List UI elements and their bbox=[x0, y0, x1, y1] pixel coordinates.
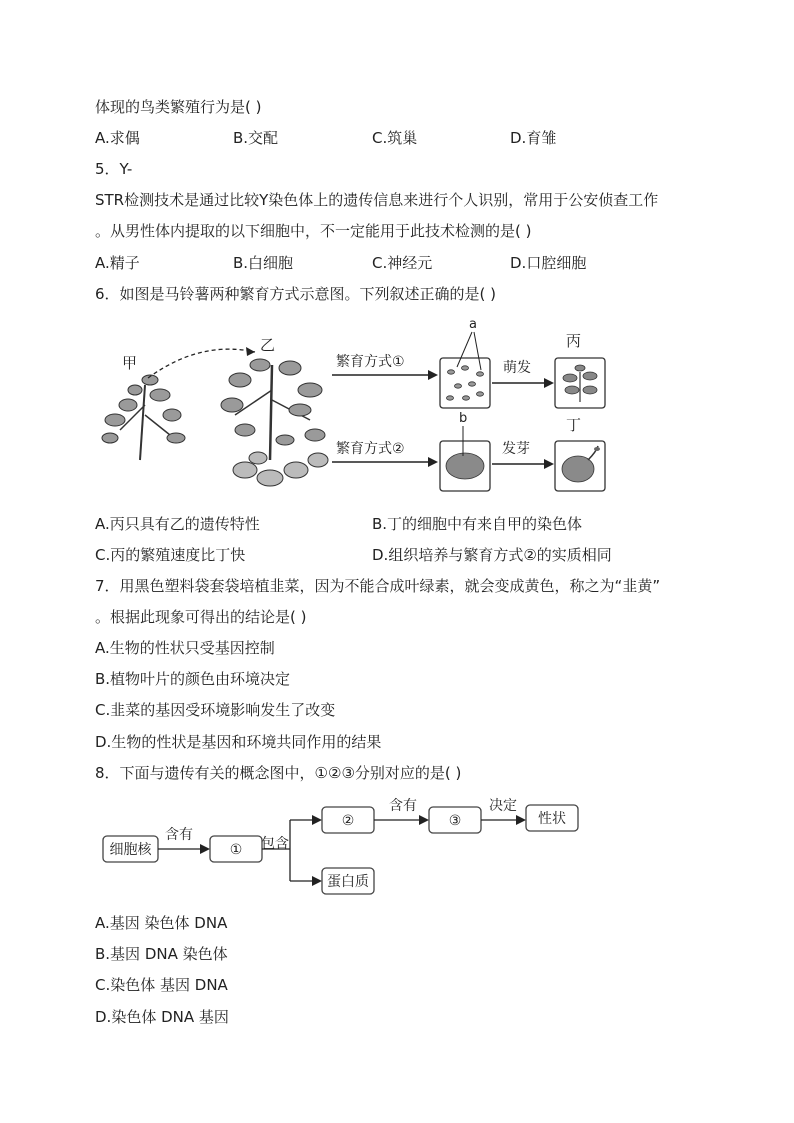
q8-option-c[interactable]: C.染色体 基因 DNA bbox=[95, 976, 228, 994]
q7-option-d[interactable]: D.生物的性状是基因和环境共同作用的结果 bbox=[95, 733, 382, 751]
q7-option-a[interactable]: A.生物的性状只受基因控制 bbox=[95, 639, 275, 657]
label-yi: 乙 bbox=[260, 336, 276, 354]
q5-stem-line3: 。从男性体内提取的以下细胞中，不一定能用于此技术检测的是( ) bbox=[95, 222, 532, 240]
label-include: 包含 bbox=[261, 836, 289, 852]
q6-option-b[interactable]: B.丁的细胞中有来自甲的染色体 bbox=[372, 515, 583, 533]
q7-stem-line1: 7．用黑色塑料袋套袋培植韭菜，因为不能合成叶绿素，就会变成黄色，称之为“韭黄” bbox=[95, 577, 661, 595]
q5-option-c[interactable]: C.神经元 bbox=[372, 254, 433, 272]
q6-option-a[interactable]: A.丙只具有乙的遗传特性 bbox=[95, 515, 260, 533]
label-n3: ③ bbox=[448, 813, 462, 829]
arrowhead-bud bbox=[544, 459, 554, 469]
tuber-illustration bbox=[446, 453, 484, 479]
q7-option-c[interactable]: C.韭菜的基因受环境影响发生了改变 bbox=[95, 701, 336, 719]
q6-option-d[interactable]: D.组织培养与繁育方式②的实质相同 bbox=[372, 546, 612, 564]
label-protein: 蛋白质 bbox=[327, 874, 369, 890]
label-trait: 性状 bbox=[538, 811, 566, 827]
q5-option-a[interactable]: A.精子 bbox=[95, 254, 140, 272]
q7-stem-line2: 。根据此现象可得出的结论是( ) bbox=[95, 608, 307, 626]
label-jia: 甲 bbox=[122, 354, 138, 372]
arrowhead-sprout bbox=[544, 378, 554, 388]
q8-option-d[interactable]: D.染色体 DNA 基因 bbox=[95, 1008, 229, 1026]
q6-stem: 6．如图是马铃薯两种繁育方式示意图。下列叙述正确的是( ) bbox=[95, 285, 497, 303]
plant-jia-illustration bbox=[102, 375, 185, 460]
q5-stem-line1: 5．Y- bbox=[95, 160, 133, 178]
arrowhead-to-protein bbox=[312, 876, 322, 886]
q6-option-c[interactable]: C.丙的繁殖速度比丁快 bbox=[95, 546, 246, 564]
label-contain2: 含有 bbox=[389, 798, 417, 814]
q5-option-d[interactable]: D.口腔细胞 bbox=[510, 254, 587, 272]
q7-option-b[interactable]: B.植物叶片的颜色由环境决定 bbox=[95, 670, 291, 688]
label-method1: 繁育方式① bbox=[336, 354, 405, 370]
label-n2: ② bbox=[341, 813, 355, 829]
plant-yi-illustration bbox=[221, 359, 328, 486]
label-ding: 丁 bbox=[566, 416, 582, 434]
q4-stem: 体现的鸟类繁殖行为是( ) bbox=[95, 98, 262, 116]
label-bud: 发芽 bbox=[502, 441, 530, 457]
arrowhead-contain1 bbox=[200, 844, 210, 854]
genetics-concept-diagram bbox=[0, 793, 794, 903]
arrowhead-contain2 bbox=[419, 815, 429, 825]
label-sprout: 萌发 bbox=[503, 360, 531, 376]
q8-option-b[interactable]: B.基因 DNA 染色体 bbox=[95, 945, 228, 963]
q8-option-a[interactable]: A.基因 染色体 DNA bbox=[95, 914, 228, 932]
q5-option-b[interactable]: B.白细胞 bbox=[233, 254, 294, 272]
arrowhead-method1 bbox=[428, 370, 438, 380]
label-nucleus: 细胞核 bbox=[109, 842, 152, 858]
arrowhead-decide bbox=[516, 815, 526, 825]
label-contain1: 含有 bbox=[165, 827, 193, 843]
arrowhead-to-2 bbox=[312, 815, 322, 825]
dashed-arrowhead bbox=[246, 347, 255, 356]
q4-option-a[interactable]: A.求偶 bbox=[95, 129, 140, 147]
q4-option-c[interactable]: C.筑巢 bbox=[372, 129, 418, 147]
label-decide: 决定 bbox=[489, 798, 517, 814]
q8-stem: 8．下面与遗传有关的概念图中，①②③分别对应的是( ) bbox=[95, 764, 462, 782]
q4-option-d[interactable]: D.育雏 bbox=[510, 129, 557, 147]
label-a: a bbox=[469, 317, 477, 332]
potato-reproduction-figure bbox=[0, 310, 794, 510]
label-method2: 繁育方式② bbox=[336, 441, 405, 457]
label-b: b bbox=[459, 411, 468, 426]
q5-stem-line2: STR检测技术是通过比较Y染色体上的遗传信息来进行个人识别，常用于公安侦查工作 bbox=[95, 191, 659, 209]
label-bing: 丙 bbox=[566, 332, 582, 350]
arrowhead-method2 bbox=[428, 457, 438, 467]
label-n1: ① bbox=[229, 842, 243, 858]
q4-option-b[interactable]: B.交配 bbox=[233, 129, 279, 147]
